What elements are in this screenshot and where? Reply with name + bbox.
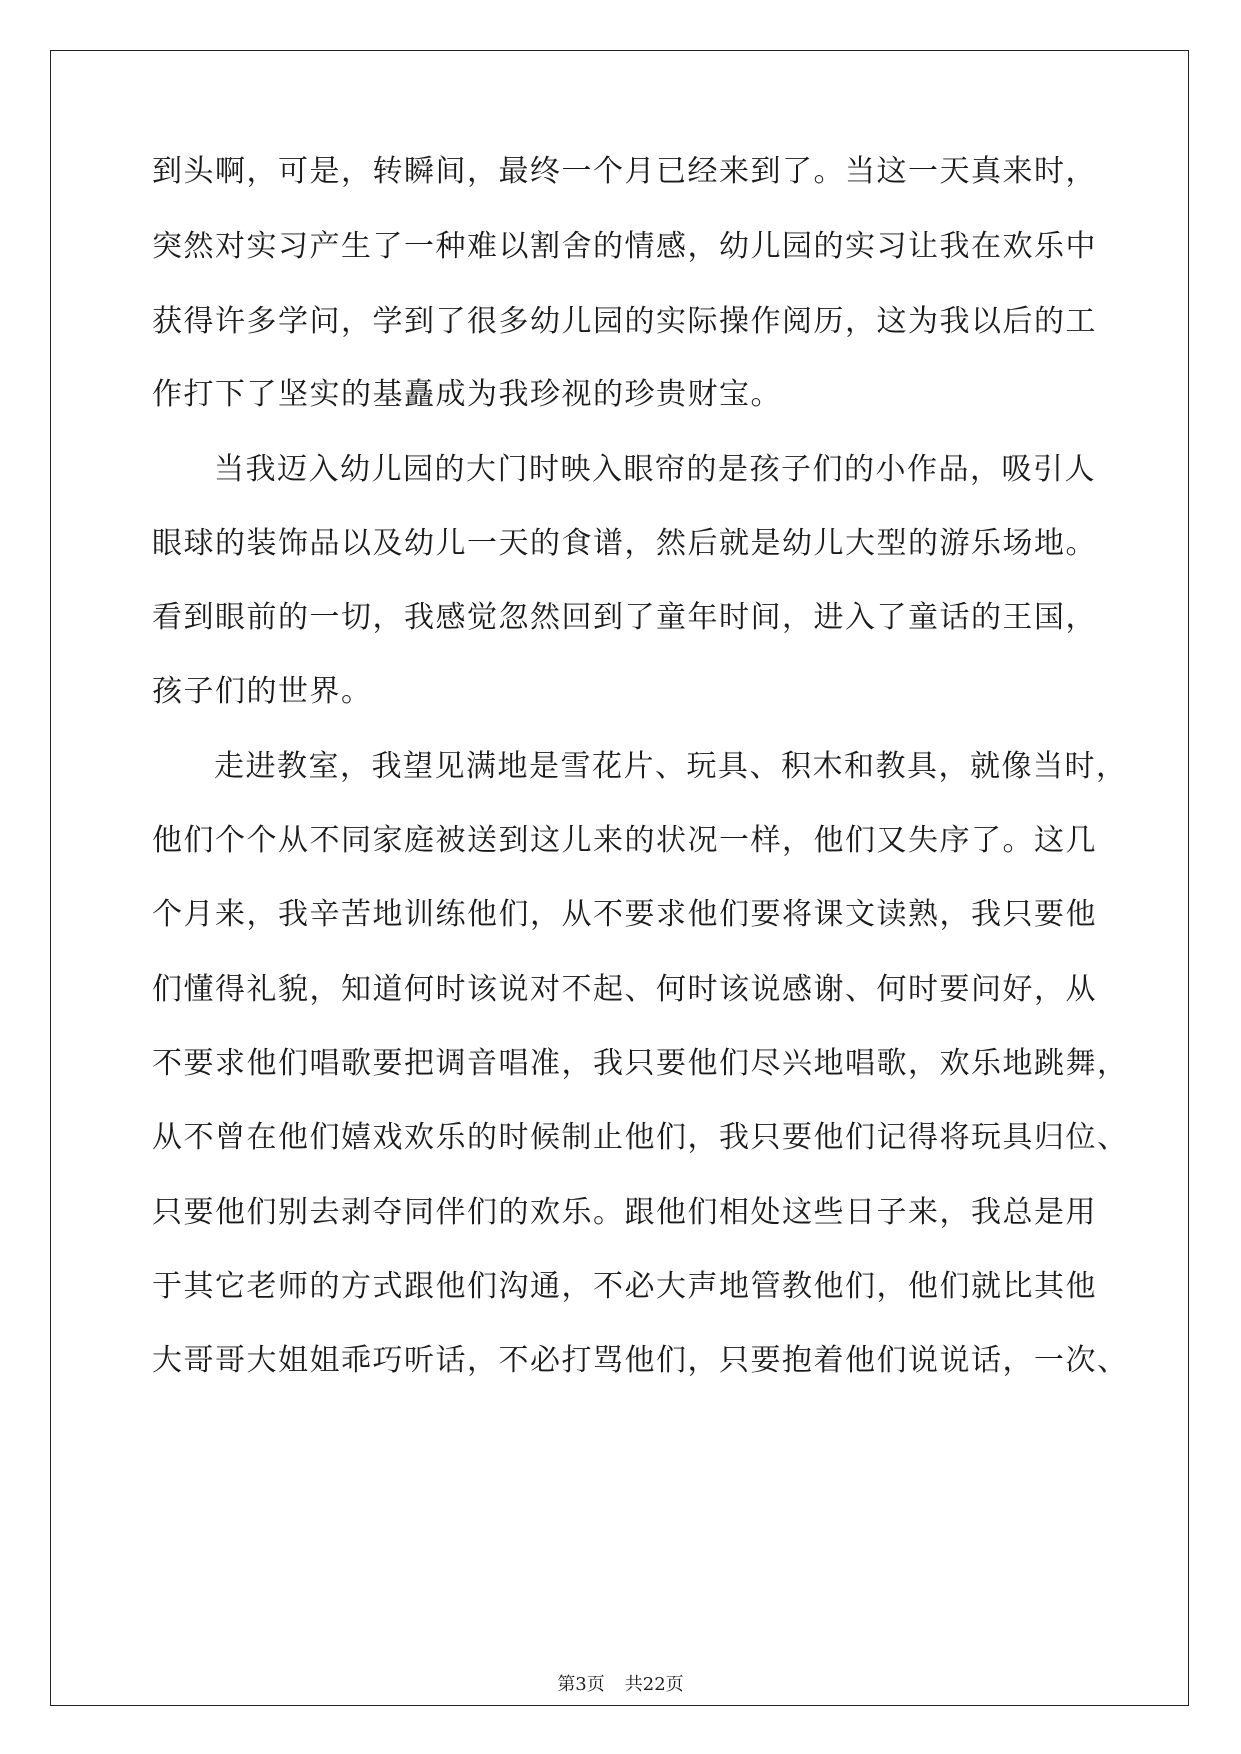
text-line: 孩子们的世界。 [152, 674, 373, 709]
text-line: 于其它老师的方式跟他们沟通，不必大声地管教他们，他们就比其他 [152, 1269, 1097, 1304]
text-line: 们懂得礼貌，知道何时该说对不起、何时该说感谢、何时要问好，从 [152, 972, 1097, 1007]
text-line: 只要他们别去剥夺同伴们的欢乐。跟他们相处这些日子来，我总是用 [152, 1195, 1097, 1230]
page-number: 第3页 [557, 1674, 605, 1695]
text-line: 眼球的装饰品以及幼儿一天的食谱，然后就是幼儿大型的游乐场地。 [152, 526, 1097, 561]
text-line: 到头啊，可是，转瞬间，最终一个月已经来到了。当这一天真来时， [152, 154, 1097, 189]
text-line: 看到眼前的一切，我感觉忽然回到了童年时间，进入了童话的王国， [152, 600, 1097, 635]
page-footer [0, 1670, 1241, 1696]
text-line: 走进教室，我望见满地是雪花片、玩具、积木和教具，就像当时， [214, 749, 1128, 784]
text-line: 当我迈入幼儿园的大门时映入眼帘的是孩子们的小作品，吸引人 [214, 452, 1096, 487]
page-border [50, 50, 1189, 1706]
text-line: 不要求他们唱歌要把调音唱准，我只要他们尽兴地唱歌，欢乐地跳舞， [152, 1046, 1129, 1081]
text-line: 个月来，我辛苦地训练他们，从不要求他们要将课文读熟，我只要他 [152, 897, 1097, 932]
text-line: 获得许多学问，学到了很多幼儿园的实际操作阅历，这为我以后的工 [152, 304, 1097, 339]
text-line: 大哥哥大姐姐乖巧听话，不必打骂他们，只要抱着他们说说话，一次、 [152, 1343, 1129, 1378]
text-line: 作打下了坚实的基矗成为我珍视的珍贵财宝。 [152, 377, 782, 412]
page-total: 共22页 [624, 1674, 684, 1695]
text-line: 从不曾在他们嬉戏欢乐的时候制止他们，我只要他们记得将玩具归位、 [152, 1120, 1129, 1155]
text-line: 突然对实习产生了一种难以割舍的情感，幼儿园的实习让我在欢乐中 [152, 229, 1097, 264]
text-line: 他们个个从不同家庭被送到这儿来的状况一样，他们又失序了。这几 [152, 823, 1097, 858]
